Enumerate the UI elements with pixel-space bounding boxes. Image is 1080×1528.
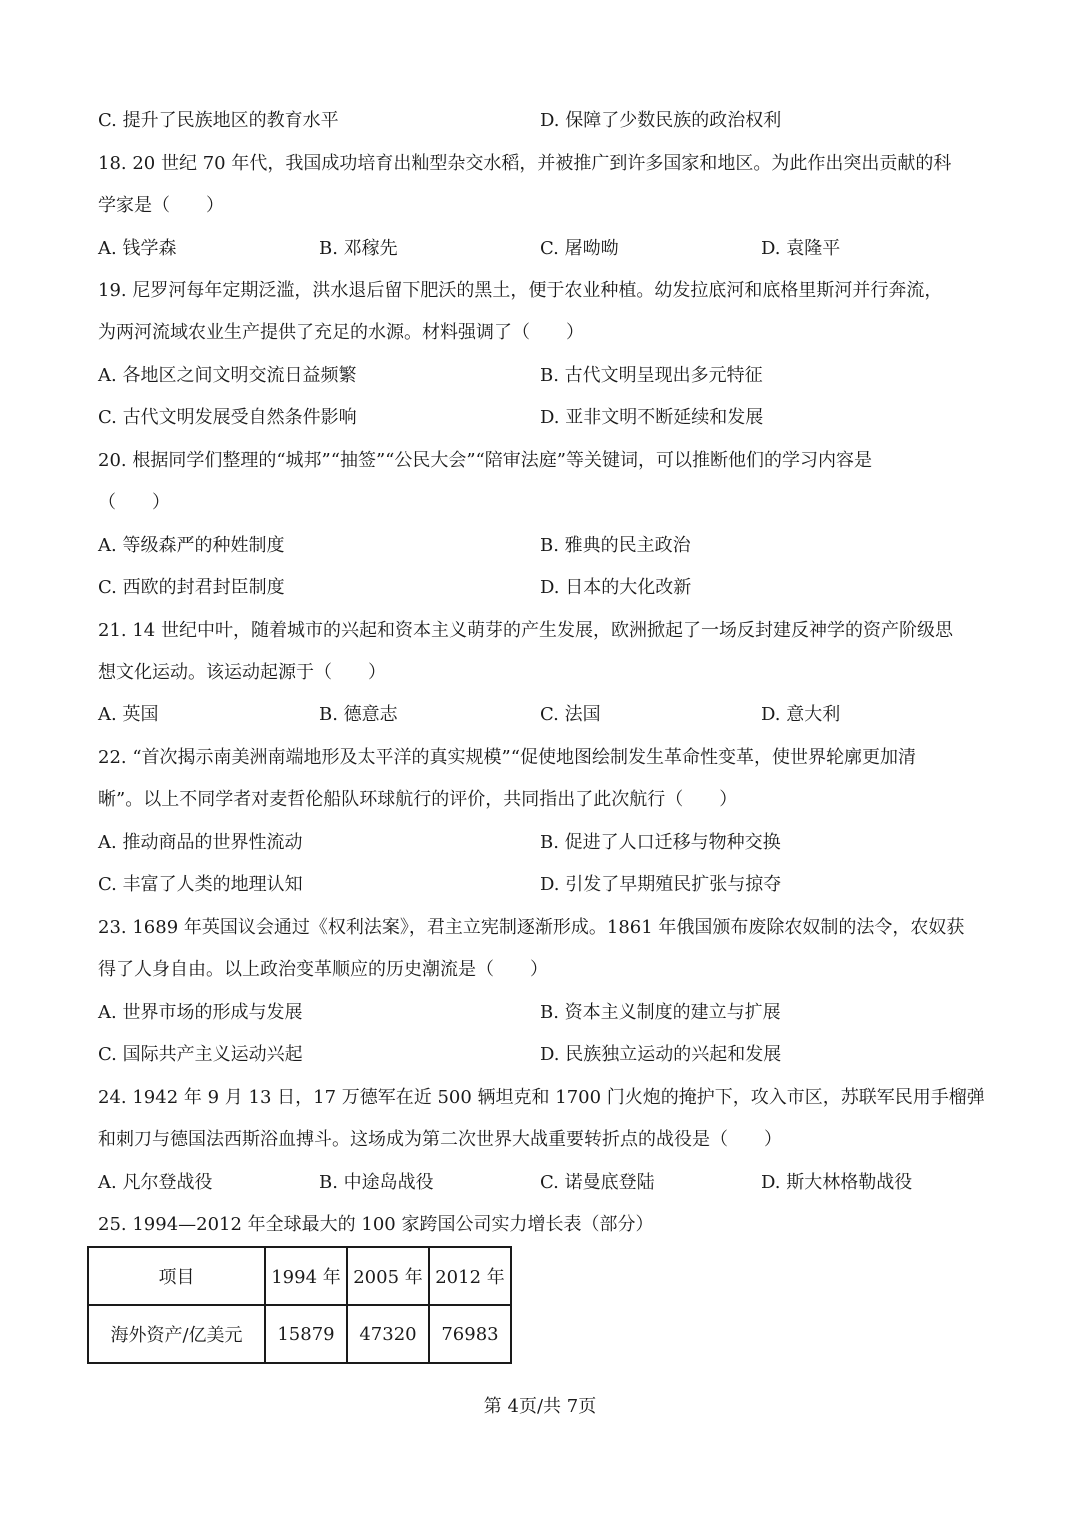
q21-stem-line2: 想文化运动。该运动起源于（ ）	[98, 662, 386, 683]
q20-option-c: C. 西欧的封君封臣制度	[98, 577, 285, 598]
q22-option-a: A. 推动商品的世界性流动	[98, 832, 303, 853]
q24-option-c: C. 诺曼底登陆	[540, 1172, 655, 1193]
table-header-cell: 2012 年	[429, 1247, 511, 1305]
q21-option-a: A. 英国	[98, 704, 159, 725]
table-header-cell: 项目	[88, 1247, 265, 1305]
table-cell: 15879	[265, 1305, 347, 1363]
table-header-cell: 1994 年	[265, 1247, 347, 1305]
q24-stem-line1: 24. 1942 年 9 月 13 日，17 万德军在近 500 辆坦克和 1700 门火炮的掩护下，攻入市区，苏联军民用手榴弹	[98, 1087, 985, 1108]
q21-option-b: B. 德意志	[319, 704, 398, 725]
table-cell: 76983	[429, 1305, 511, 1363]
q20-stem-line2: （ ）	[98, 492, 170, 513]
q18-option-c: C. 屠呦呦	[540, 238, 619, 259]
q18-option-a: A. 钱学森	[98, 238, 177, 259]
q19-option-a: A. 各地区之间文明交流日益频繁	[98, 365, 357, 386]
q23-option-c: C. 国际共产主义运动兴起	[98, 1044, 303, 1065]
q21-option-d: D. 意大利	[761, 704, 841, 725]
table-row	[88, 1305, 511, 1363]
q24-option-a: A. 凡尔登战役	[98, 1172, 213, 1193]
q22-stem-line1: 22. “首次揭示南美洲南端地形及太平洋的真实规模”“促使地图绘制发生革命性变革，使世界轮廓更加清	[98, 747, 916, 768]
q22-option-c: C. 丰富了人类的地理认知	[98, 874, 303, 895]
q23-stem-line2: 得了人身自由。以上政治变革顺应的历史潮流是（ ）	[98, 959, 548, 980]
q17-option-d: D. 保障了少数民族的政治权利	[540, 110, 782, 131]
q19-option-b: B. 古代文明呈现出多元特征	[540, 365, 763, 386]
q17-option-c: C. 提升了民族地区的教育水平	[98, 110, 339, 131]
q20-option-a: A. 等级森严的种姓制度	[98, 535, 285, 556]
q19-option-c: C. 古代文明发展受自然条件影响	[98, 407, 357, 428]
q23-stem-line1: 23. 1689 年英国议会通过《权利法案》，君主立宪制逐渐形成。1861 年俄国颁布废除农奴制的法令，农奴获	[98, 917, 965, 938]
q18-stem-line2: 学家是（ ）	[98, 195, 224, 216]
q24-option-d: D. 斯大林格勒战役	[761, 1172, 913, 1193]
q21-stem-line1: 21. 14 世纪中叶，随着城市的兴起和资本主义萌芽的产生发展，欧洲掀起了一场反封建反神学的资产阶级思	[98, 620, 953, 641]
table-cell: 47320	[347, 1305, 429, 1363]
q23-option-a: A. 世界市场的形成与发展	[98, 1002, 303, 1023]
q23-option-d: D. 民族独立运动的兴起和发展	[540, 1044, 782, 1065]
q20-stem-line1: 20. 根据同学们整理的“城邦”“抽签”“公民大会”“陪审法庭”等关键词，可以推断他们的学习内容是	[98, 450, 872, 471]
q18-option-d: D. 袁隆平	[761, 238, 841, 259]
q25-stem-line1: 25. 1994—2012 年全球最大的 100 家跨国公司实力增长表（部分）	[98, 1214, 654, 1235]
q25-data-table	[87, 1246, 512, 1364]
q20-option-b: B. 雅典的民主政治	[540, 535, 691, 556]
q19-option-d: D. 亚非文明不断延续和发展	[540, 407, 764, 428]
q22-option-b: B. 促进了人口迁移与物种交换	[540, 832, 781, 853]
q19-stem-line1: 19. 尼罗河每年定期泛滥，洪水退后留下肥沃的黑土，便于农业种植。幼发拉底河和底格里斯河并行奔流，	[98, 280, 943, 301]
page-footer: 第 4页/共 7页	[483, 1396, 597, 1417]
q23-option-b: B. 资本主义制度的建立与扩展	[540, 1002, 781, 1023]
table-header-cell: 2005 年	[347, 1247, 429, 1305]
q18-option-b: B. 邓稼先	[319, 238, 398, 259]
q18-stem-line1: 18. 20 世纪 70 年代，我国成功培育出籼型杂交水稻，并被推广到许多国家和地区。为此作出突出贡献的科	[98, 153, 952, 174]
table-header-row	[88, 1247, 511, 1305]
q20-option-d: D. 日本的大化改新	[540, 577, 692, 598]
q22-option-d: D. 引发了早期殖民扩张与掠夺	[540, 874, 782, 895]
q24-option-b: B. 中途岛战役	[319, 1172, 434, 1193]
q22-stem-line2: 晰”。以上不同学者对麦哲伦船队环球航行的评价，共同指出了此次航行（ ）	[98, 789, 738, 810]
q19-stem-line2: 为两河流域农业生产提供了充足的水源。材料强调了（ ）	[98, 322, 584, 343]
q24-stem-line2: 和刺刀与德国法西斯浴血搏斗。这场成为第二次世界大战重要转折点的战役是（ ）	[98, 1129, 782, 1150]
table-cell: 海外资产/亿美元	[88, 1305, 265, 1363]
q21-option-c: C. 法国	[540, 704, 601, 725]
